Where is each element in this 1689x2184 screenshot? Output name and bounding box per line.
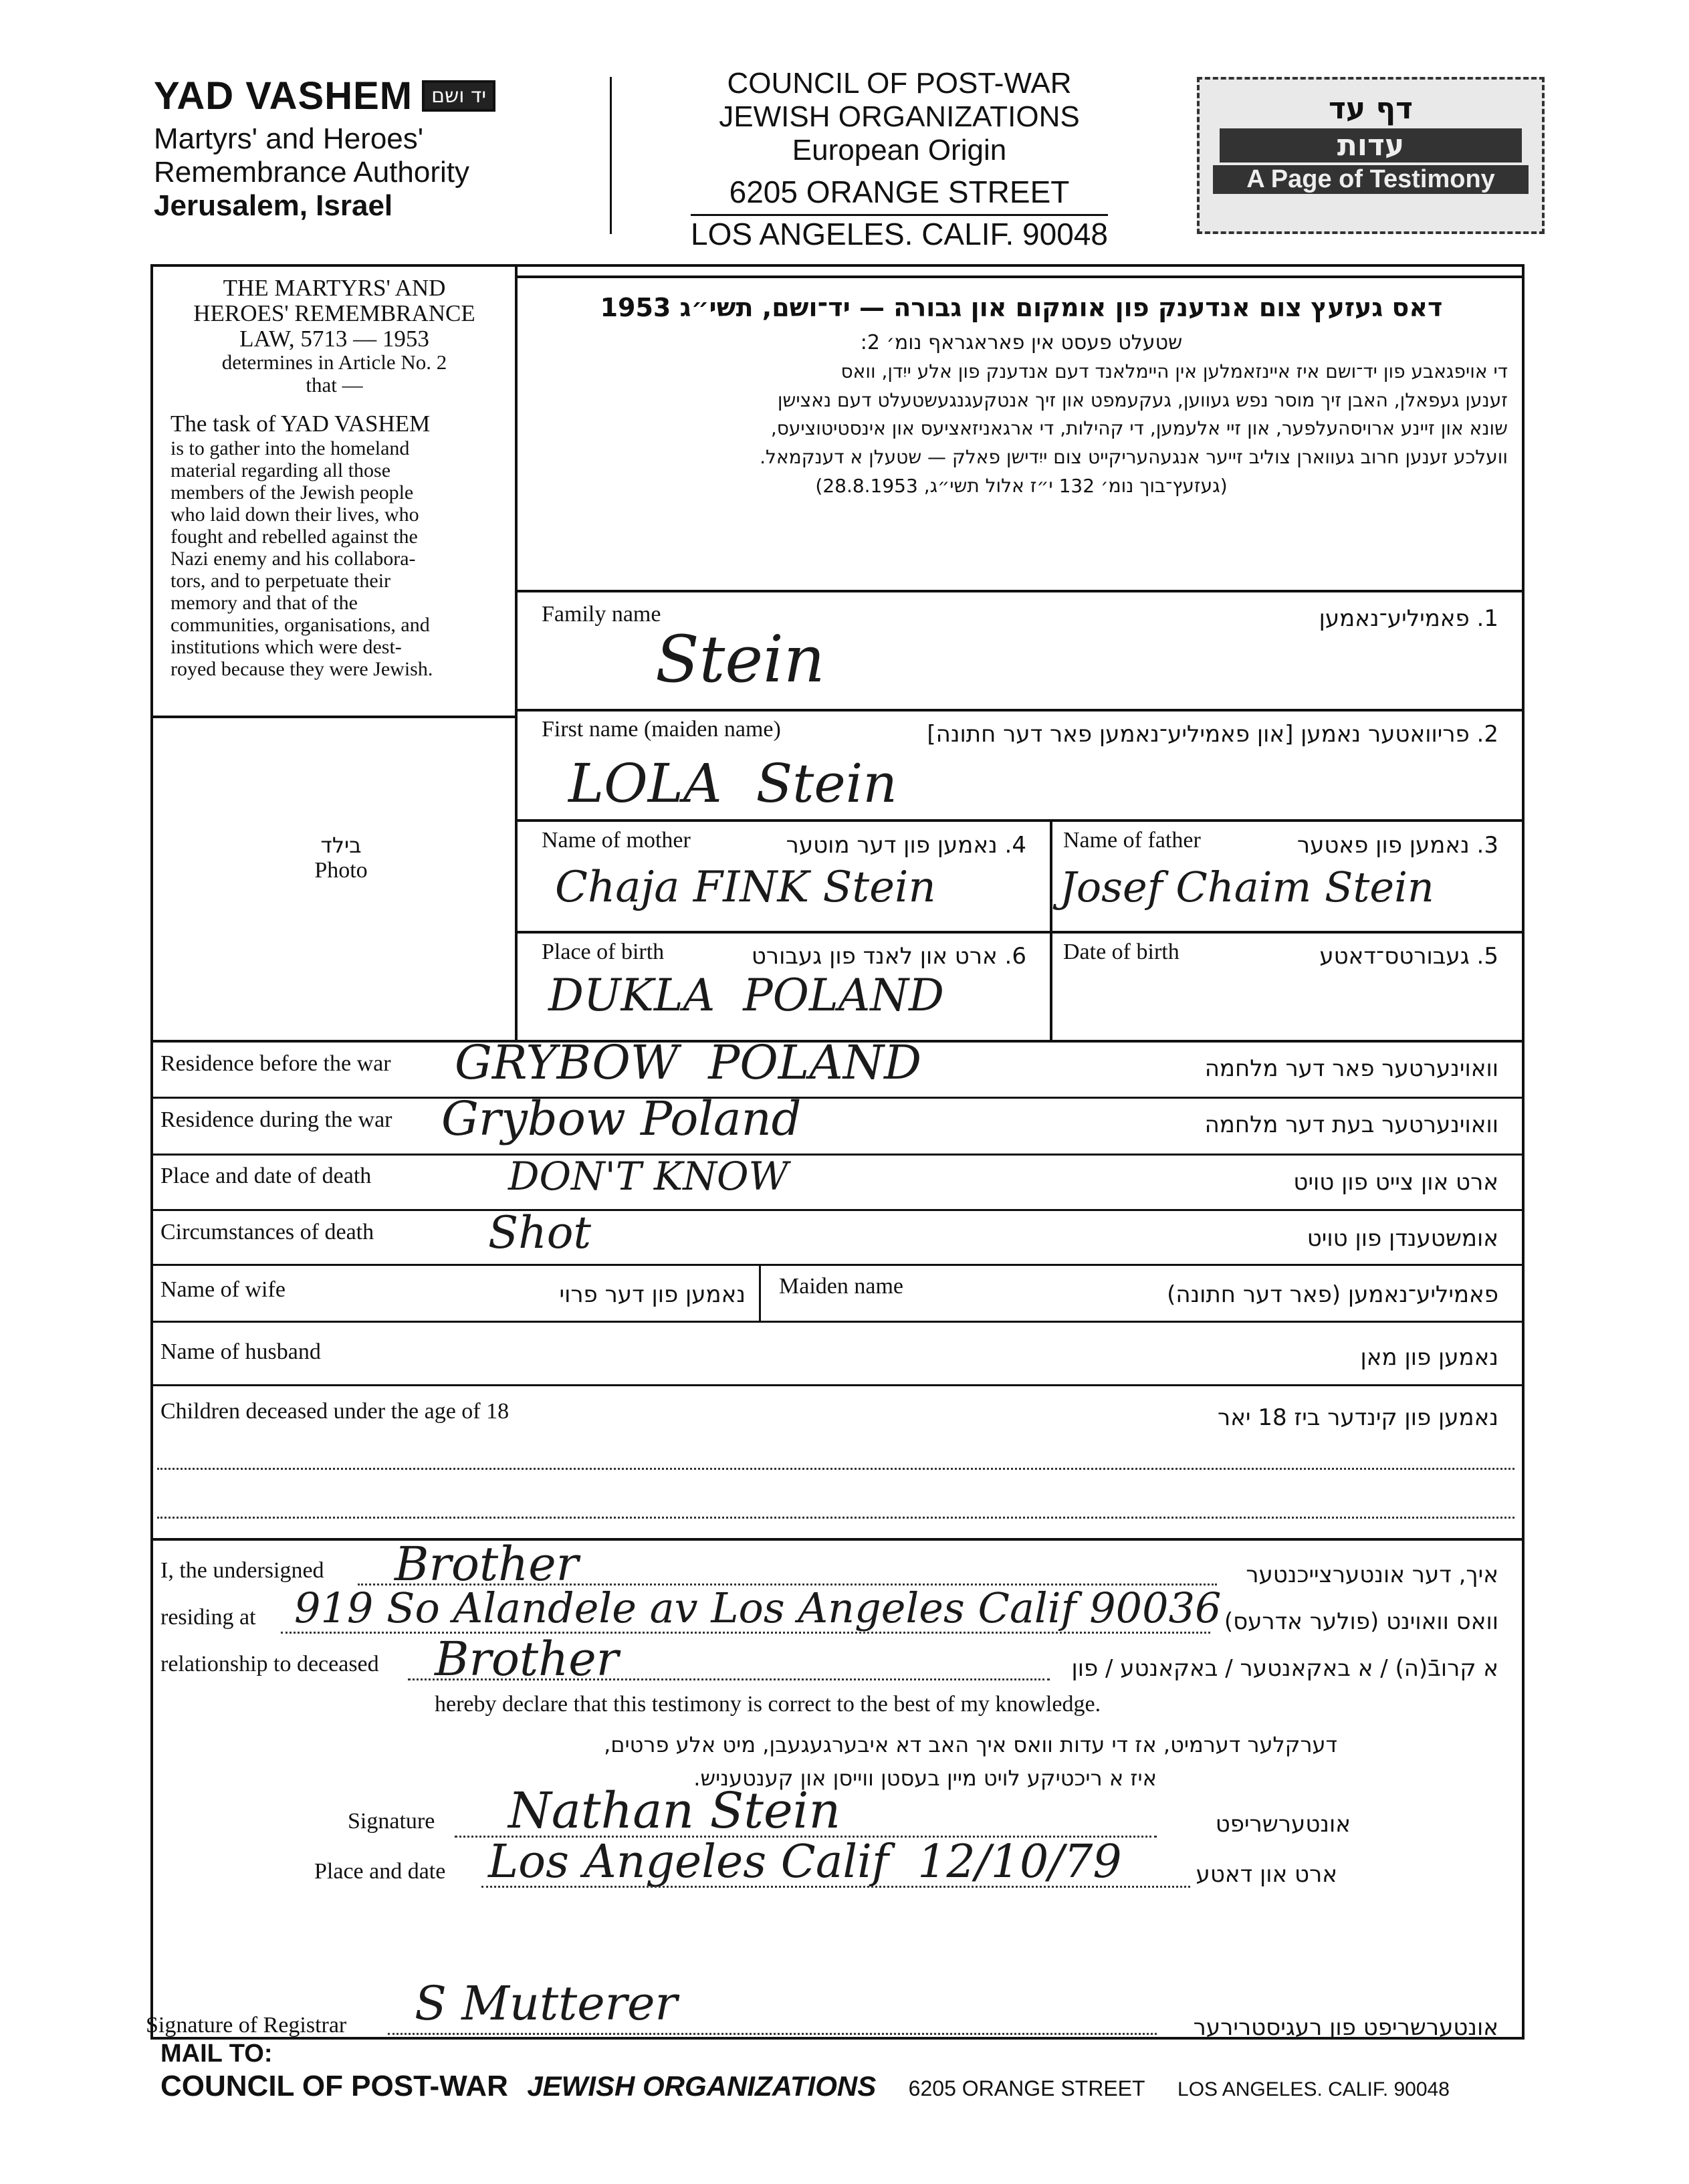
death-circ-label: Circumstances of death	[160, 1220, 374, 1244]
birth-date-label: Date of birth	[1063, 940, 1179, 964]
org-name: YAD VASHEM	[154, 74, 413, 118]
place-date-value[interactable]: Los Angeles Calif 12/10/79	[488, 1836, 1122, 1888]
registrar-signature[interactable]: S Mutterer	[415, 1976, 677, 2031]
org-line1: Martyrs' and Heroes'	[154, 122, 424, 155]
husband-label: Name of husband	[160, 1339, 321, 1364]
footer-addr2: LOS ANGELES. CALIF. 90048	[1177, 2078, 1450, 2100]
res-before-value[interactable]: GRYBOW POLAND	[455, 1035, 922, 1090]
children-label: Children deceased under the age of 18	[160, 1399, 510, 1424]
page-of-testimony-stamp	[1197, 77, 1545, 234]
law-box	[160, 276, 508, 396]
mother-heb: 4. נאמען פון דער מוטער	[786, 832, 1026, 859]
row-divider-1	[516, 709, 1525, 712]
yiddish-line1: דאס געזעץ צום אנדענק פון אומקום און גבורה — יד־ושם, תשי״ג 1953	[600, 293, 1443, 322]
place-date-line	[481, 1886, 1190, 1888]
law-p4: members of the Jewish people	[171, 481, 414, 504]
org-line3: Jerusalem, Israel	[154, 189, 393, 222]
yad-vashem-header	[154, 74, 608, 223]
relation-label: relationship to deceased	[160, 1652, 379, 1676]
law-title5: that —	[306, 372, 363, 397]
death-place-label: Place and date of death	[160, 1164, 372, 1188]
birth-place-label: Place of birth	[542, 940, 665, 964]
law-p11: institutions which were dest-	[171, 635, 402, 658]
residing-line	[281, 1632, 1210, 1634]
stamp-heb1: דף עד	[1328, 92, 1414, 126]
row-divider-3	[516, 931, 1525, 934]
res-during-label: Residence during the war	[160, 1107, 392, 1132]
law-title1: THE MARTYRS' AND	[223, 275, 446, 301]
law-p3: material regarding all those	[171, 459, 391, 481]
row-divider-2	[516, 819, 1525, 822]
council-line1: COUNCIL OF POST-WAR	[727, 67, 1072, 100]
footer-addr1: 6205 ORANGE STREET	[908, 2076, 1145, 2100]
law-p12: royed because they were Jewish.	[171, 657, 433, 680]
law-title2: HEROES' REMEMBRANCE	[193, 300, 475, 326]
stamp-heb2: עדות	[1220, 128, 1522, 162]
yiddish-line6: וועלכע זענען חרוב געווארן צוליב זייער אנגעהעריקייט צום ייִדישן פאלק — שטעלן א דענקמאל.	[760, 445, 1508, 468]
photo-label: Photo	[314, 858, 368, 883]
declaration-heb2: איז א ריכטיקע לויט מיין בעסטן ווייסן און קענטעניש.	[693, 1765, 1157, 1791]
row-divider-10	[150, 1384, 1525, 1386]
yiddish-box-top	[516, 276, 1525, 278]
law-box-bottom	[150, 716, 517, 718]
undersigned-label: I, the undersigned	[160, 1558, 324, 1583]
yiddish-law-text	[535, 289, 1508, 500]
father-heb: 3. נאמען פון פאטער	[1297, 832, 1498, 859]
footer-org2: JEWISH ORGANIZATIONS	[527, 2070, 877, 2102]
law-p2: is to gather into the homeland	[171, 437, 410, 459]
place-date-label: Place and date	[314, 1859, 446, 1884]
declaration-heb1: דערקלער דערמיט, אז די עדות וואס איך האב דא איבערגעגעבן, מיט אלע פרטים,	[604, 1732, 1337, 1757]
council-line4: 6205 ORANGE STREET	[729, 175, 1070, 209]
children-line-2[interactable]	[157, 1517, 1514, 1519]
relation-heb: א קרובֿ(ה) / א באקאנטער / באקאנטע / פון	[1071, 1655, 1498, 1682]
photo-area	[267, 833, 415, 883]
maiden-heb: פאמיליע־נאמען (פאר דער חתונה)	[1167, 1281, 1498, 1308]
family-name-heb: 1. פאמיליע־נאמען	[1319, 605, 1498, 632]
row-divider-6	[150, 1154, 1525, 1156]
yiddish-line3: די אויפגאבע פון יד־ושם איז איינזאמלען אין היימלאנד דעם אנדענק פון אלע ייִדן, וואס	[840, 360, 1508, 383]
law-p9: memory and that of the	[171, 591, 358, 614]
death-place-heb: ארט און צייט פון טויט	[1293, 1169, 1498, 1196]
yiddish-box-bottom	[516, 590, 1525, 592]
children-line-1[interactable]	[157, 1468, 1514, 1470]
father-value[interactable]: Josef Chaim Stein	[1060, 863, 1434, 911]
first-name-label: First name (maiden name)	[542, 717, 781, 742]
relation-value[interactable]: Brother	[435, 1632, 619, 1686]
row-divider-11	[150, 1538, 1525, 1541]
res-during-heb: וואוינערטער בעת דער מלחמה	[1204, 1111, 1498, 1138]
law-p10: communities, organisations, and	[171, 613, 430, 636]
row-divider-8	[150, 1264, 1525, 1266]
signature-label: Signature	[348, 1809, 435, 1834]
wife-heb: נאמען פון דער פרוי	[559, 1281, 746, 1308]
yiddish-line5: שונא און זיינע ארויסהעלפער, און זיי אלעמען, די קהילות, די ארגאניזאציעס און אינסטיטוציעס,	[770, 417, 1508, 440]
council-line5: LOS ANGELES. CALIF. 90048	[691, 214, 1108, 252]
law-paragraph	[171, 411, 508, 680]
council-header	[642, 67, 1157, 252]
law-p7: Nazi enemy and his collabora-	[171, 547, 416, 570]
declaration-statement: hereby declare that this testimony is correct to the best of my knowledge.	[435, 1692, 1101, 1717]
birth-date-heb: 5. געבורטס־דאטע	[1319, 943, 1498, 970]
registrar-heb: אונטערשריפט פון רעגיסטרירער	[1193, 2014, 1498, 2041]
residing-value[interactable]: 919 So Alandele av Los Angeles Calif 90036	[294, 1584, 1222, 1632]
wife-maiden-divider	[759, 1264, 761, 1321]
yiddish-line2: שטעלט פעסט אין פאראגראף נומ׳ 2:	[860, 330, 1183, 354]
law-p8: tors, and to perpetuate their	[171, 569, 391, 592]
residing-heb: וואס וואוינט (פולער אדרעס)	[1224, 1608, 1498, 1635]
left-column-divider	[515, 264, 518, 1041]
family-name-value[interactable]: Stein	[655, 622, 825, 697]
res-during-value[interactable]: Grybow Poland	[441, 1091, 802, 1146]
first-name-value[interactable]: LOLA Stein	[568, 752, 897, 814]
org-line2: Remembrance Authority	[154, 156, 469, 189]
res-before-label: Residence before the war	[160, 1051, 391, 1076]
law-p1: The task of YAD VASHEM	[171, 411, 431, 437]
maiden-label: Maiden name	[779, 1274, 903, 1299]
header-divider	[610, 77, 612, 234]
yad-vashem-logo-icon: יד ושם	[422, 80, 495, 112]
registrar-line	[388, 2033, 1157, 2035]
undersigned-value[interactable]: Brother	[395, 1537, 579, 1592]
death-place-value[interactable]: DON'T KNOW	[508, 1154, 789, 1199]
photo-label-heb: בילד	[320, 833, 362, 858]
council-line3: European Origin	[792, 134, 1007, 167]
mother-label: Name of mother	[542, 828, 691, 853]
law-title3: LAW, 5713 — 1953	[239, 325, 429, 352]
father-label: Name of father	[1063, 828, 1201, 853]
death-circ-heb: אומשטענדן פון טויט	[1307, 1225, 1498, 1252]
place-date-heb: ארט און דאטע	[1196, 1861, 1337, 1888]
signature-heb: אונטערשריפט	[1215, 1811, 1351, 1838]
council-line2: JEWISH ORGANIZATIONS	[719, 100, 1080, 133]
registrar-label: Signature of Registrar	[146, 2013, 347, 2038]
law-p6: fought and rebelled against the	[171, 525, 418, 548]
husband-heb: נאמען פון מאן	[1360, 1344, 1498, 1371]
law-p5: who laid down their lives, who	[171, 503, 419, 526]
birth-place-value[interactable]: DUKLA POLAND	[548, 970, 944, 1021]
stamp-eng: A Page of Testimony	[1213, 165, 1529, 194]
birth-place-heb: 6. ארט און לאנד פון געבורט	[751, 943, 1026, 970]
res-before-heb: וואוינערטער פאר דער מלחמה	[1204, 1055, 1498, 1082]
family-name-label: Family name	[542, 602, 661, 627]
footer-org1: COUNCIL OF POST-WAR	[160, 2070, 508, 2102]
row-divider-9	[150, 1321, 1525, 1323]
yiddish-line7: (געזעץ־בוך נומ׳ 132 י״ז אלול תשי״ג, 28.8.1953)	[815, 474, 1228, 497]
row-divider-7	[150, 1209, 1525, 1211]
undersigned-heb: איך, דער אונטערצייכנטער	[1246, 1561, 1498, 1588]
mother-value[interactable]: Chaja FINK Stein	[555, 863, 936, 912]
relation-line	[408, 1678, 1050, 1680]
mother-father-divider	[1050, 819, 1052, 1041]
mail-to: MAIL TO:	[160, 2040, 273, 2068]
signature-value[interactable]: Nathan Stein	[508, 1782, 841, 1840]
death-circ-value[interactable]: Shot	[488, 1207, 591, 1259]
first-name-heb: 2. פריוואטער נאמען [און פאמיליע־נאמען פאר דער חתונה]	[927, 721, 1498, 748]
yiddish-line4: זענען געפאלן, האבן זיך מוסר נפש געווען, געקעמפט און זיך אנטקעגנגעשטעלט דעם נאצישן	[777, 389, 1508, 411]
row-divider-5	[150, 1097, 1525, 1099]
wife-label: Name of wife	[160, 1277, 286, 1302]
residing-label: residing at	[160, 1605, 256, 1630]
law-title4: determines in Article No. 2	[221, 350, 447, 374]
children-heb: נאמען פון קינדער ביז 18 יאר	[1218, 1404, 1498, 1431]
footer-address	[160, 2070, 1450, 2103]
